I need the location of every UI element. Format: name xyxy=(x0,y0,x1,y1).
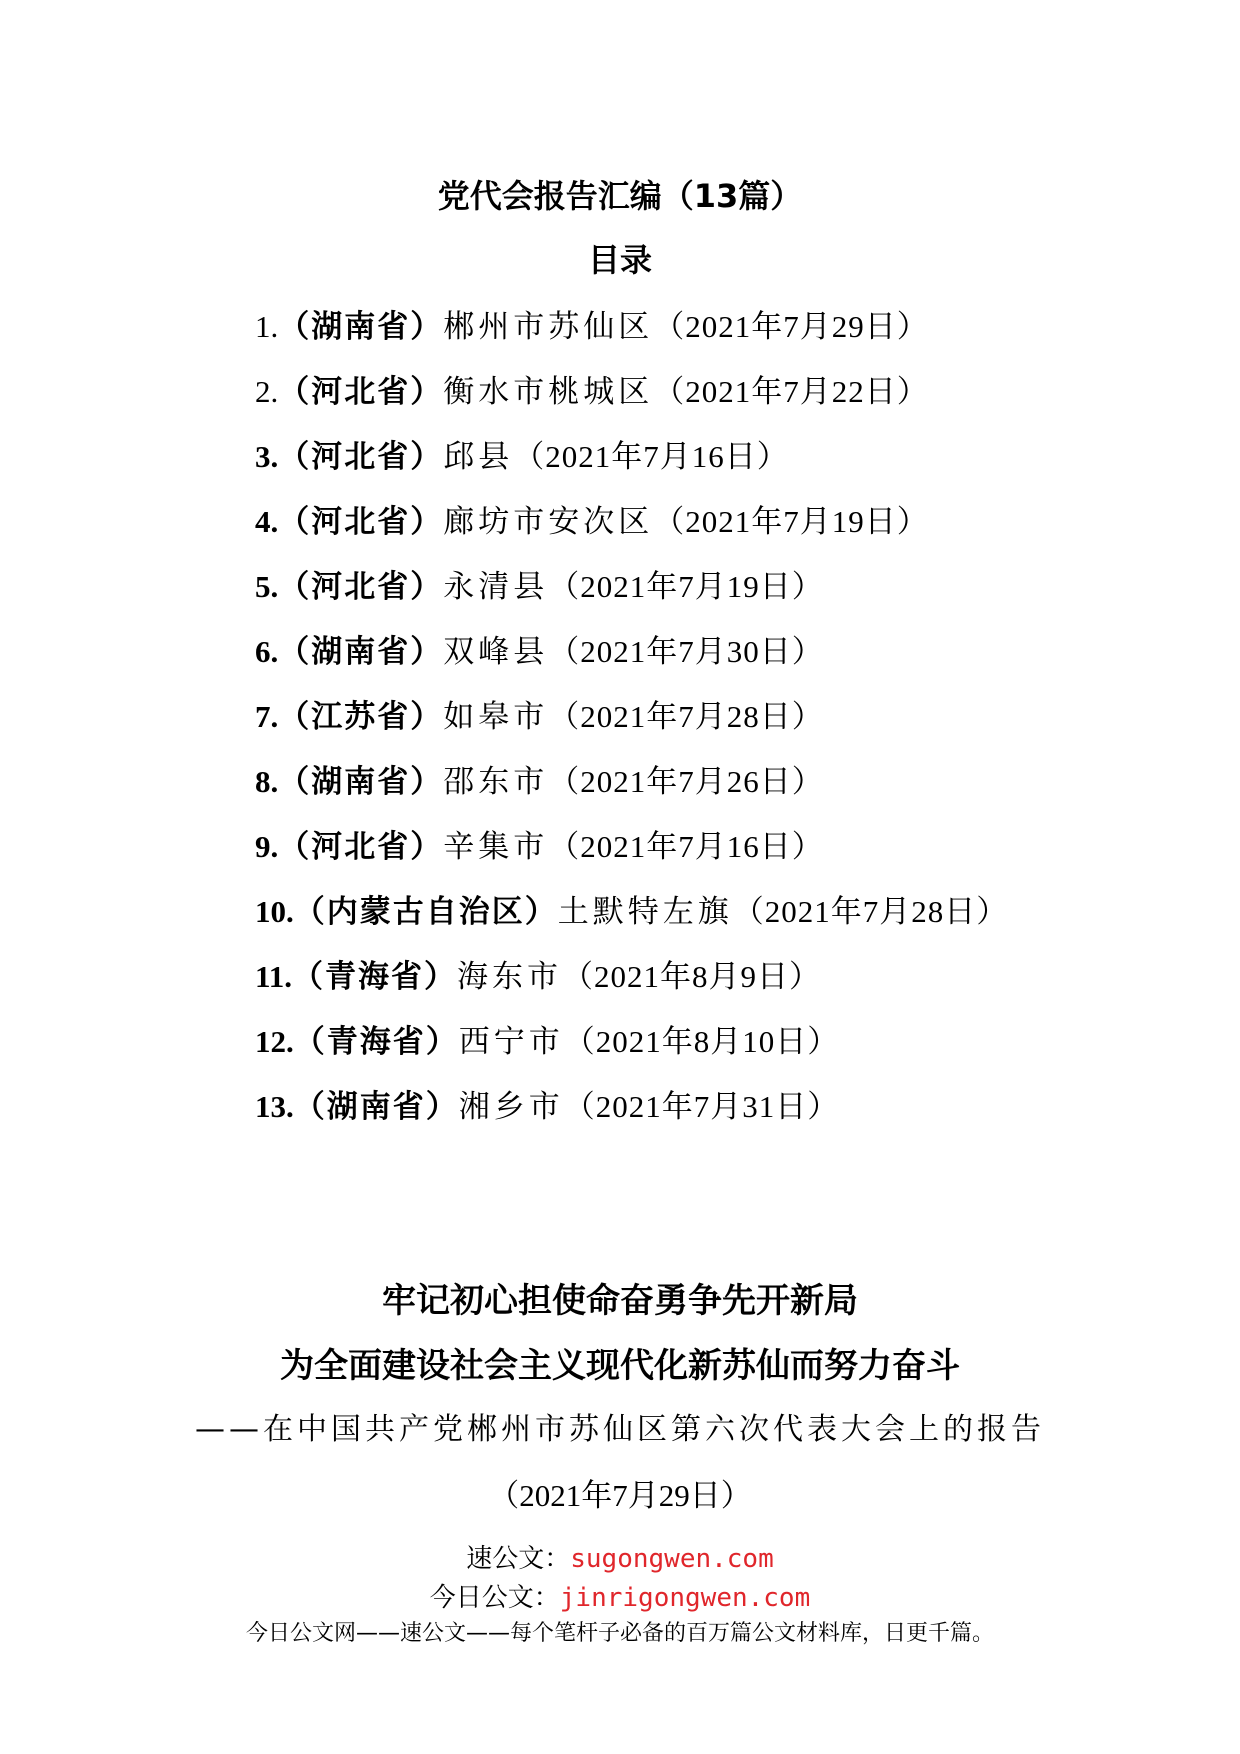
toc-item-place: 湘乡市 xyxy=(458,1089,564,1125)
toc-item-date: （2021年7月30日） xyxy=(548,634,824,669)
toc-item-4[interactable] xyxy=(255,500,1008,565)
toc-item-place: 西宁市 xyxy=(458,1024,564,1060)
toc-item-place: 双峰县 xyxy=(443,634,549,670)
report-subtitle: ——在中国共产党郴州市苏仙区第六次代表大会上的报告 xyxy=(195,1412,1045,1447)
toc-item-6[interactable] xyxy=(255,630,1008,695)
toc-item-province: （江苏省） xyxy=(278,699,444,735)
toc-item-number: 3. xyxy=(255,439,279,474)
toc-item-province: （河北省） xyxy=(278,569,444,605)
toc-item-place: 海东市 xyxy=(457,959,563,995)
footer-jinrigongwen xyxy=(0,1580,1240,1616)
toc-item-1[interactable] xyxy=(255,305,1008,370)
footer-link-sugongwen[interactable]: sugongwen.com xyxy=(570,1544,774,1574)
toc-item-province: （湖南省） xyxy=(293,1089,459,1125)
toc-item-place: 邵东市 xyxy=(443,764,549,800)
toc-item-13[interactable] xyxy=(255,1085,1008,1150)
toc-item-province: （湖南省） xyxy=(278,309,444,345)
report-date: （2021年7月29日） xyxy=(488,1478,752,1513)
footer-label: 今日公文： xyxy=(429,1583,560,1613)
toc-item-date: （2021年7月16日） xyxy=(548,829,824,864)
toc-item-place: 如皋市 xyxy=(443,699,549,735)
toc-item-2[interactable] xyxy=(255,370,1008,435)
toc-heading: 目录 xyxy=(587,241,652,279)
toc-item-place: 邱县 xyxy=(443,439,514,475)
footer-label: 速公文： xyxy=(466,1544,571,1574)
toc-item-date: （2021年7月19日） xyxy=(548,569,824,604)
toc-item-date: （2021年7月22日） xyxy=(653,374,929,409)
toc-item-province: （河北省） xyxy=(278,439,444,475)
document-title: 党代会报告汇编（13篇） xyxy=(437,177,803,215)
toc-item-place: 衡水市桃城区 xyxy=(443,374,654,410)
toc-item-province: （青海省） xyxy=(292,959,458,995)
toc-item-12[interactable] xyxy=(255,1020,1008,1085)
toc-item-date: （2021年7月28日） xyxy=(732,894,1009,929)
toc-item-date: （2021年7月16日） xyxy=(513,439,789,474)
toc-item-3[interactable] xyxy=(255,435,1008,500)
toc-item-9[interactable] xyxy=(255,825,1008,890)
toc-item-number: 5. xyxy=(255,569,279,604)
toc-item-number: 2. xyxy=(255,374,279,409)
toc-item-place: 土默特左旗 xyxy=(557,894,733,930)
toc-item-province: （河北省） xyxy=(278,374,444,410)
toc-item-number: 4. xyxy=(255,504,279,539)
toc-item-place: 廊坊市安次区 xyxy=(443,504,654,540)
toc-item-place: 辛集市 xyxy=(443,829,549,865)
toc-item-number: 10. xyxy=(255,894,294,929)
toc-item-number: 12. xyxy=(255,1024,294,1059)
toc-item-place: 永清县 xyxy=(443,569,549,605)
toc-item-8[interactable] xyxy=(255,760,1008,825)
footer-link-jinrigongwen[interactable]: jinrigongwen.com xyxy=(559,1583,811,1613)
toc-item-number: 7. xyxy=(255,699,279,734)
report-title-line1: 牢记初心担使命奋勇争先开新局 xyxy=(382,1281,858,1321)
footer-sugongwen xyxy=(0,1541,1240,1577)
toc-item-date: （2021年8月10日） xyxy=(563,1024,840,1059)
toc-item-province: （青海省） xyxy=(293,1024,459,1060)
table-of-contents xyxy=(255,305,1008,1150)
toc-item-number: 8. xyxy=(255,764,279,799)
toc-item-number: 9. xyxy=(255,829,279,864)
toc-item-place: 郴州市苏仙区 xyxy=(443,309,654,345)
toc-item-7[interactable] xyxy=(255,695,1008,760)
toc-item-date: （2021年8月9日） xyxy=(562,959,822,994)
toc-item-date: （2021年7月26日） xyxy=(548,764,824,799)
toc-item-number: 6. xyxy=(255,634,279,669)
footer-slogan: 今日公文网——速公文——每个笔杆子必备的百万篇公文材料库，日更千篇。 xyxy=(245,1621,994,1646)
toc-item-number: 11. xyxy=(255,959,293,994)
toc-item-10[interactable] xyxy=(255,890,1008,955)
toc-item-province: （内蒙古自治区） xyxy=(293,894,558,930)
toc-item-number: 1. xyxy=(255,309,279,344)
toc-item-province: （河北省） xyxy=(278,829,444,865)
toc-item-date: （2021年7月29日） xyxy=(653,309,929,344)
toc-item-date: （2021年7月19日） xyxy=(653,504,929,539)
toc-item-date: （2021年7月31日） xyxy=(563,1089,840,1124)
toc-item-date: （2021年7月28日） xyxy=(548,699,824,734)
toc-item-number: 13. xyxy=(255,1089,294,1124)
toc-item-province: （湖南省） xyxy=(278,634,444,670)
toc-item-province: （河北省） xyxy=(278,504,444,540)
report-title-line2: 为全面建设社会主义现代化新苏仙而努力奋斗 xyxy=(280,1346,960,1386)
toc-item-11[interactable] xyxy=(255,955,1008,1020)
toc-item-5[interactable] xyxy=(255,565,1008,630)
toc-item-province: （湖南省） xyxy=(278,764,444,800)
